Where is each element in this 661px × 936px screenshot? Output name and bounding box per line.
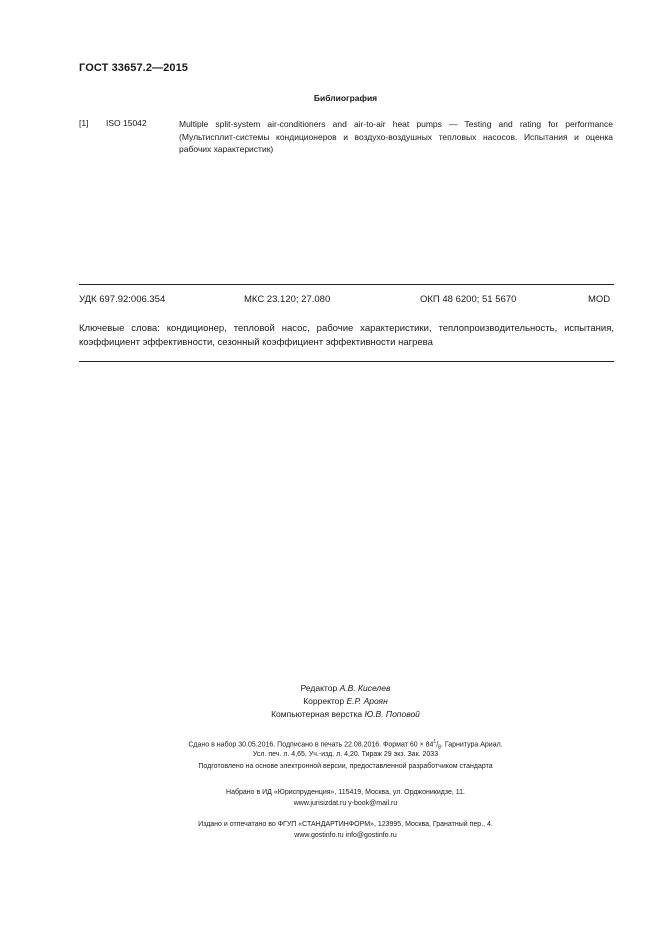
print-info-line2: Усл. печ. л. 4,65. Уч.-изд. л. 4,20. Тираж 29 экз. Зак. 2033 [252,751,439,758]
reference-number: [1] [79,118,89,128]
reference-text: Multiple split-system air-conditioners and air-to-air heat pumps — Testing and rating for performance (Мультисплит-системы кондиционеров и воздухо-воздушных тепловых насосов. Испытания и оценка рабочих характеристик) [179,119,613,154]
printed-contacts: www.gostinfo.ru info@gostinfo.ru [294,832,397,839]
layout-line [0,708,661,721]
editor-label: Редактор [300,683,338,693]
reference-code: ISO 15042 [106,118,147,128]
editor-name: А.В. Киселев [339,683,391,693]
print-info-line3: Подготовлено на основе электронной версии, предоставленной разработчиком стандарта [198,763,493,770]
divider-top [79,284,614,285]
keywords: Ключевые слова: кондиционер, тепловой насос, рабочие характеристики, теплопроизводительность, испытания, коэффициент эффективности, сезонный коэффициент эффективности нагрева [79,323,614,348]
corrector-line [0,695,661,708]
layout-label: Компьютерная верстка [271,709,363,719]
format-fraction-num: 1 [433,739,437,745]
mod-label: MOD [588,294,611,305]
typeset-line: Набрано в ИД «Юриспруденция», 115419, Москва, ул. Орджоникидзе, 11. [226,789,465,796]
divider-bottom [79,361,614,362]
print-info-font: . Гарнитура Ариал. [440,741,503,749]
editor-line [0,682,661,695]
typeset-contacts: www.jurisizdat.ru y-book@mail.ru [293,800,398,807]
udk-code: УДК 697.92:006.354 [79,294,166,305]
corrector-label: Корректор [303,696,345,706]
printed-line: Издано и отпечатано во ФГУП «СТАНДАРТИНФОРМ», 123995, Москва, Гранатный пер., 4. [198,821,493,828]
corrector-name: Е.Р. Ароян [346,696,388,706]
okp-code: ОКП 48 6200; 51 5670 [420,294,517,305]
print-info-dates: Сдано в набор 30.05.2016. Подписано в печать 22.08.2016. Формат 60 × 84 [188,741,434,749]
standard-number: ГОСТ 33657.2—2015 [79,62,189,74]
format-fraction-den: 8 [438,744,441,751]
bibliography-title: Библиография [313,93,378,103]
print-info-line1: Сдано в набор 30.05.2016. Подписано в печать 22.08.2016. Формат $60 \times 84^1/_8$. Гарнитура Ариал. [188,739,503,751]
mks-code: МКС 23.120; 27.080 [244,294,331,305]
layout-name: Ю.В. Поповой [364,709,420,719]
